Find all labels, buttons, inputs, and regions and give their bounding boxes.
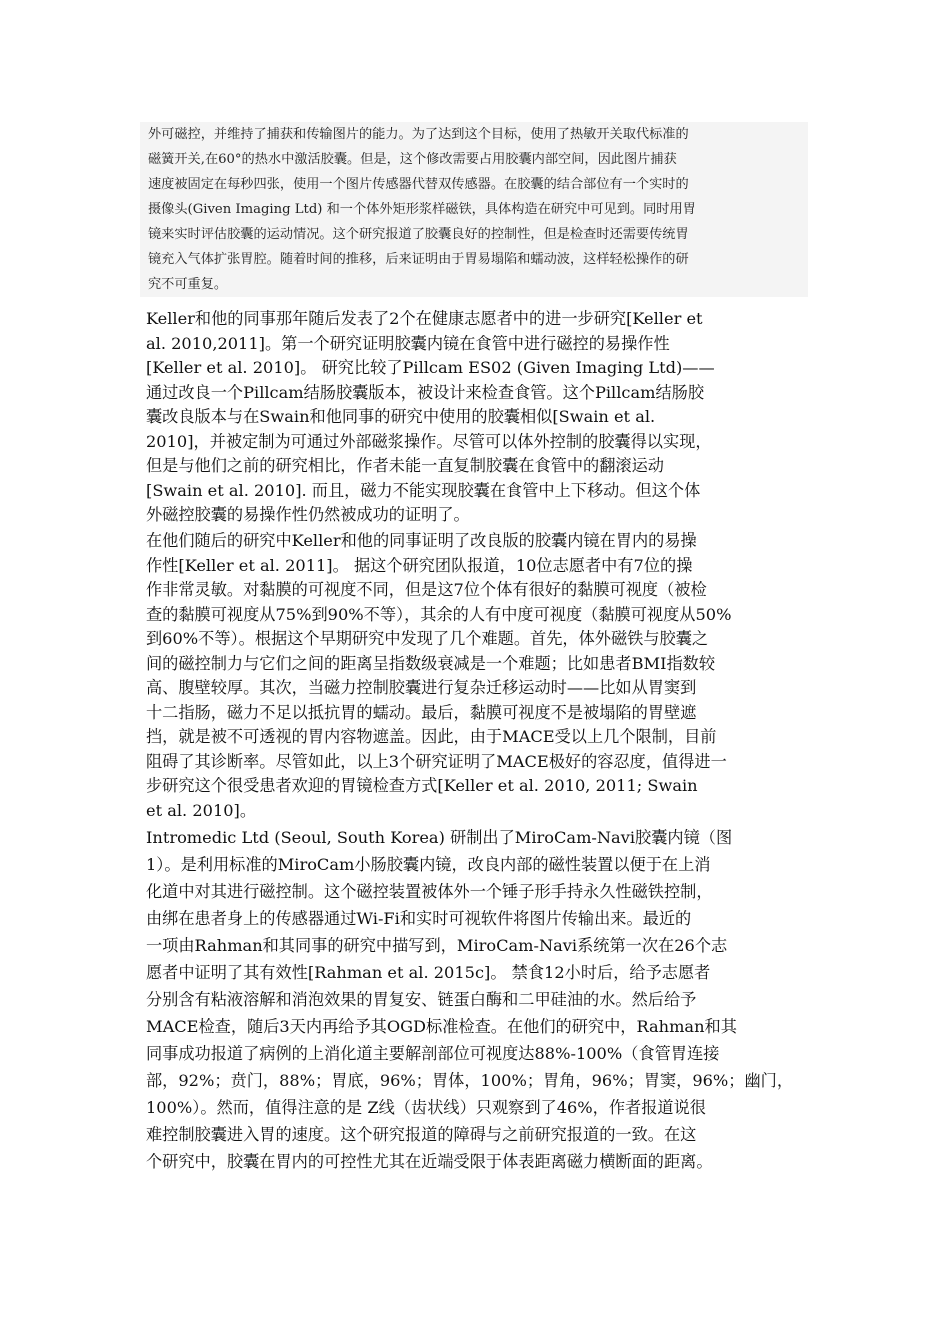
shaded-paragraph-line: 摄像头(Given Imaging Ltd) 和一个体外矩形浆样磁铁，具体构造在研究中可见到。同时用胃 xyxy=(148,202,696,217)
paragraph-1-line: 外磁控胶囊的易操作性仍然被成功的证明了。 xyxy=(146,505,470,524)
shaded-paragraph-line: 外可磁控，并维持了捕获和传输图片的能力。为了达到这个目标，使用了热敏开关取代标准的 xyxy=(148,127,689,142)
paragraph-3-line: 难控制胶囊进入胃的速度。这个研究报道的障碍与之前研究报道的一致。在这 xyxy=(146,1125,697,1144)
paragraph-1-line: [Keller et al. 2010]。 研究比较了Pillcam ES02 (Given Imaging Ltd)—— xyxy=(146,358,715,377)
paragraph-2-line: et al. 2010]。 xyxy=(146,800,257,820)
paragraph-3-line: 个研究中，胶囊在胃内的可控性尤其在近端受限于体表距离磁力横断面的距离。 xyxy=(146,1152,713,1171)
paragraph-3-line: 一项由Rahman和其同事的研究中描写到，MiroCam-Navi系统第一次在26个志 xyxy=(146,936,728,955)
paragraph-3-line: 愿者中证明了其有效性[Rahman et al. 2015c]。 禁食12小时后，给予志愿者 xyxy=(146,963,711,982)
shaded-paragraph-line: 磁簧开关,在60°的热水中激活胶囊。但是，这个修改需要占用胶囊内部空间，因此图片捕获 xyxy=(148,152,677,167)
paragraph-3-line: 由绑在患者身上的传感器通过Wi-Fi和实时可视软件将图片传输出来。最近的 xyxy=(146,909,692,928)
paragraph-3-line: 化道中对其进行磁控制。这个磁控装置被体外一个锤子形手持永久性磁铁控制， xyxy=(146,882,713,901)
shaded-paragraph-line: 镜来实时评估胶囊的运动情况。这个研究报道了胶囊良好的控制性，但是检查时还需要传统胃 xyxy=(148,227,689,242)
paragraph-2-line: 在他们随后的研究中Keller和他的同事证明了改良版的胶囊内镜在胃内的易操 xyxy=(146,531,697,550)
paragraph-2-line: 到60%不等）。根据这个早期研究中发现了几个难题。首先，体外磁铁与胶囊之 xyxy=(146,629,709,648)
shaded-paragraph-line: 速度被固定在每秒四张，使用一个图片传感器代替双传感器。在胶囊的结合部位有一个实时的 xyxy=(148,177,689,192)
paragraph-3-line: 1）。是利用标准的MiroCam小肠胶囊内镜，改良内部的磁性装置以便于在上消 xyxy=(146,855,711,874)
paragraph-2-line: 间的磁控制力与它们之间的距离呈指数级衰减是一个难题；比如患者BMI指数较 xyxy=(146,653,716,673)
paragraph-1-line: 通过改良一个Pillcam结肠胶囊版本，被设计来检查食管。这个Pillcam结肠胶 xyxy=(146,382,705,402)
paragraph-1-line: 2010]，并被定制为可通过外部磁浆操作。尽管可以体外控制的胶囊得以实现， xyxy=(146,431,712,451)
paragraph-3-line: 同事成功报道了病例的上消化道主要解剖部位可视度达88%-100%（食管胃连接 xyxy=(146,1044,720,1063)
paragraph-3-line: 100%）。然而，值得注意的是 Z线（齿状线）只观察到了46%，作者报道说很 xyxy=(146,1098,706,1117)
paragraph-1-line: al. 2010,2011]。第一个研究证明胶囊内镜在食管中进行磁控的易操作性 xyxy=(146,333,670,353)
paragraph-2-line: 作非常灵敏。对黏膜的可视度不同，但是这7位个体有很好的黏膜可视度（被检 xyxy=(146,580,707,599)
paragraph-2-line: 阻碍了其诊断率。尽管如此，以上3个研究证明了MACE极好的容忍度，值得进一 xyxy=(146,751,727,771)
paragraph-2-line: 查的黏膜可视度从75%到90%不等），其余的人有中度可视度（黏膜可视度从50% xyxy=(146,604,732,624)
paragraph-1-line: 但是与他们之前的研究相比，作者未能一直复制胶囊在食管中的翻滚运动 xyxy=(146,456,664,475)
paragraph-1-line: [Swain et al. 2010]. 而且，磁力不能实现胶囊在食管中上下移动。但这个体 xyxy=(146,480,701,500)
paragraph-3-line: Intromedic Ltd (Seoul, South Korea) 研制出了MiroCam-Navi胶囊内镜（图 xyxy=(146,828,733,847)
paragraph-1-line: Keller和他的同事那年随后发表了2个在健康志愿者中的进一步研究[Keller et xyxy=(146,309,703,328)
paragraph-1-line: 囊改良版本与在Swain和他同事的研究中使用的胶囊相似[Swain et al. xyxy=(146,407,656,426)
paragraph-3-line: MACE检查，随后3天内再给予其OGD标准检查。在他们的研究中，Rahman和其 xyxy=(146,1017,737,1036)
paragraph-3-line: 分别含有粘液溶解和消泡效果的胃复安、链蛋白酶和二甲硅油的水。然后给予 xyxy=(146,990,697,1009)
shaded-paragraph-line: 镜充入气体扩张胃腔。随着时间的推移，后来证明由于胃易塌陷和蠕动波，这样轻松操作的研 xyxy=(148,252,689,267)
paragraph-3-line: 部，92%；贲门，88%；胃底，96%；胃体，100%；胃角，96%；胃窦，96%；幽门， xyxy=(146,1071,794,1090)
paragraph-2-line: 十二指肠，磁力不足以抵抗胃的蠕动。最后，黏膜可视度不是被塌陷的胃壁遮 xyxy=(146,702,697,722)
paragraph-2-line: 作性[Keller et al. 2011]。 据这个研究团队报道，10位志愿者中有7位的操 xyxy=(146,555,693,575)
paragraph-2-line: 高、腹壁较厚。其次，当磁力控制胶囊进行复杂迁移运动时——比如从胃窦到 xyxy=(146,678,697,697)
shaded-paragraph-line: 究不可重复。 xyxy=(148,277,228,292)
paragraph-2-line: 步研究这个很受患者欢迎的胃镜检查方式[Keller et al. 2010, 2011; Swain xyxy=(146,776,698,795)
paragraph-2-line: 挡，就是被不可透视的胃内容物遮盖。因此，由于MACE受以上几个限制，目前 xyxy=(146,727,717,746)
